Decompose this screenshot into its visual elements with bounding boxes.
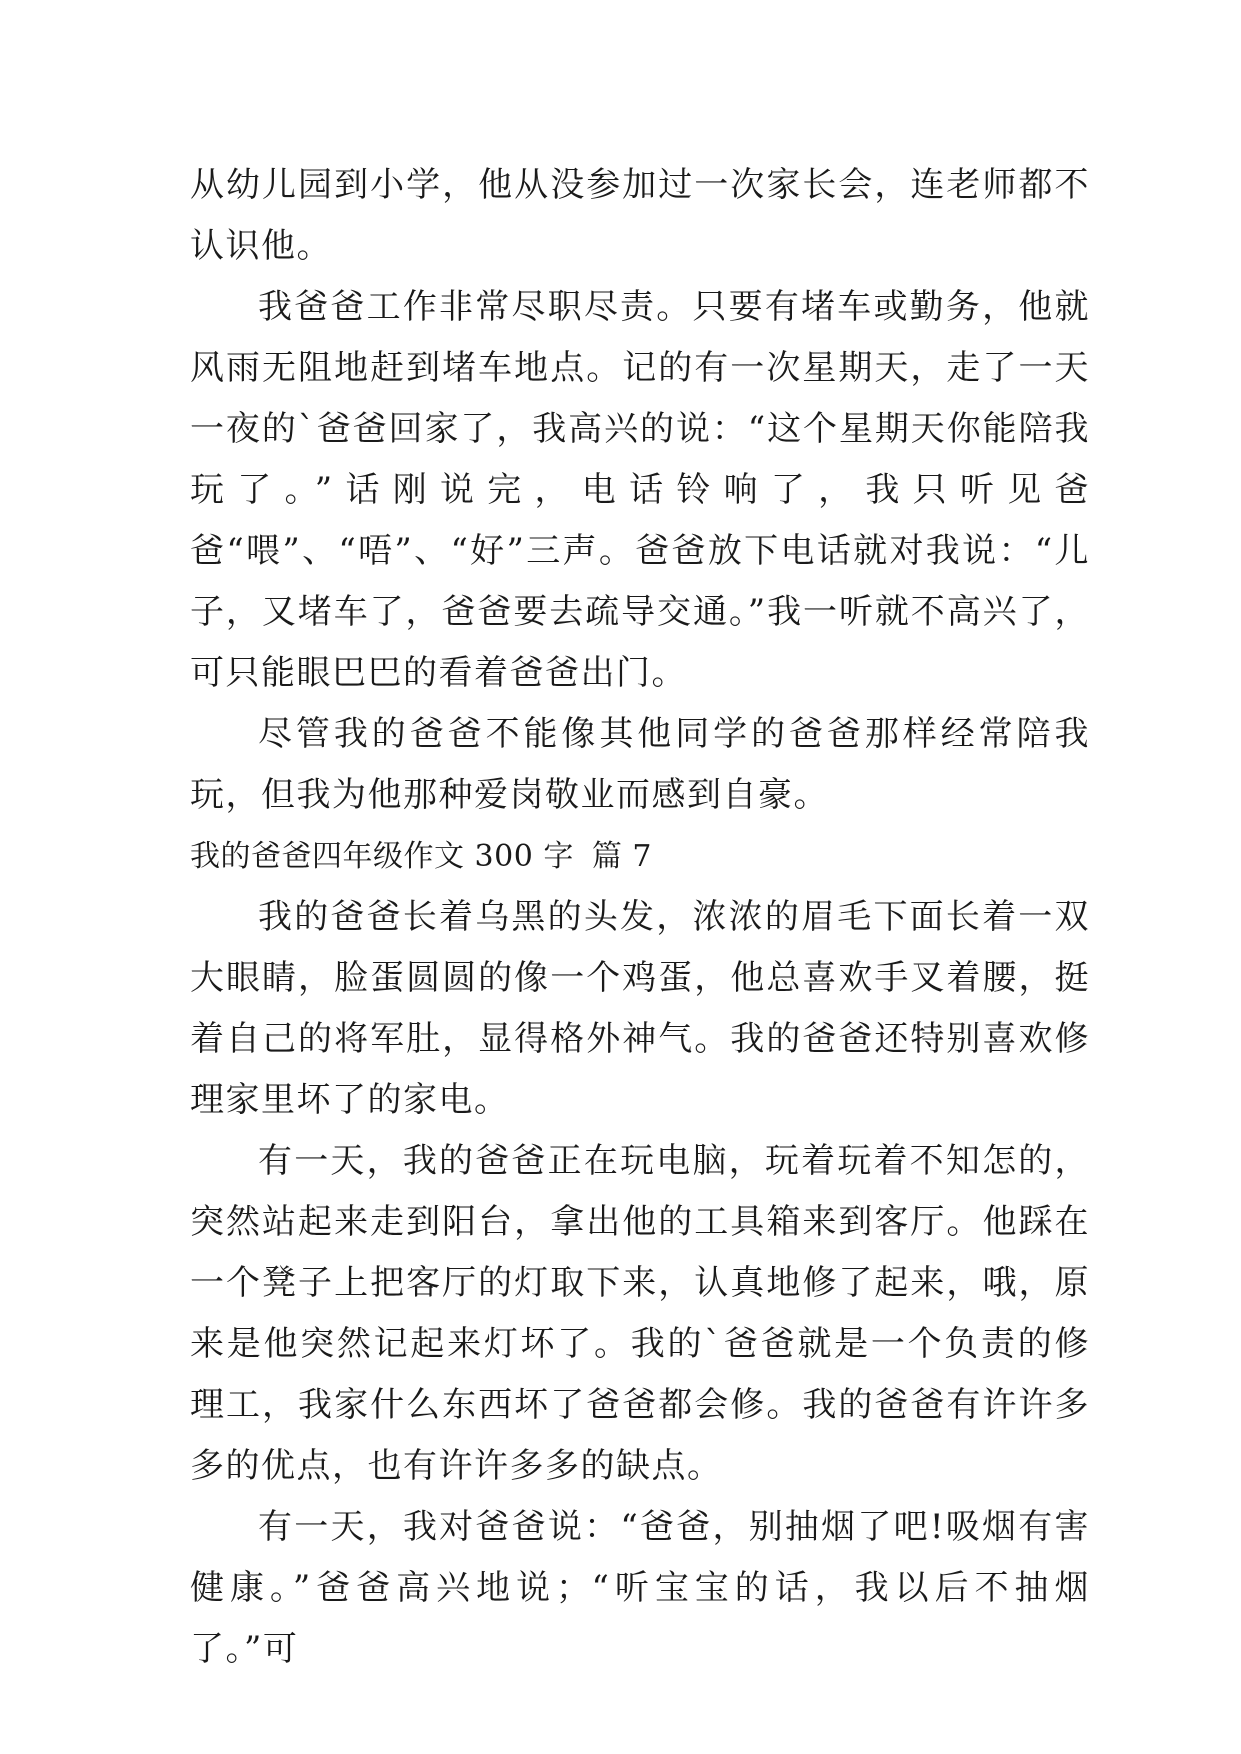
paragraph-3: 尽管我的爸爸不能像其他同学的爸爸那样经常陪我玩，但我为他那种爱岗敬业而感到自豪。	[190, 714, 1090, 815]
paragraph-4: 我的爸爸长着乌黑的头发，浓浓的眉毛下面长着一双大眼睛，脸蛋圆圆的像一个鸡蛋，他总喜欢手叉着腰，挺着自己的将军肚，显得格外神气。我的爸爸还特别喜欢修理家里坏了的家电。	[190, 897, 1090, 1120]
section-heading	[190, 826, 1090, 887]
paragraph-1: 从幼儿园到小学，他从没参加过一次家长会，连老师都不认识他。	[190, 165, 1090, 266]
document-body	[190, 155, 1090, 1680]
paragraph-5: 有一天，我的爸爸正在玩电脑，玩着玩着不知怎的，突然站起来走到阳台，拿出他的工具箱来到客厅。他踩在一个凳子上把客厅的灯取下来，认真地修了起来，哦，原来是他突然记起来灯坏了。我的`爸爸就是一个负责的修理工，我家什么东西坏了爸爸都会修。我的爸爸有许许多多的优点，也有许许多多的缺点。	[190, 1141, 1090, 1486]
paragraph-2: 我爸爸工作非常尽职尽责。只要有堵车或勤务，他就风雨无阻地赶到堵车地点。记的有一次星期天，走了一天一夜的`爸爸回家了，我高兴的说：“这个星期天你能陪我玩了。”话刚说完，电话铃响了，我只听见爸爸“喂”、“唔”、“好”三声。爸爸放下电话就对我说：“儿子，又堵车了，爸爸要去疏导交通。”我一听就不高兴了，可只能眼巴巴的看着爸爸出门。	[190, 287, 1090, 693]
paragraph-6: 有一天，我对爸爸说：“爸爸，别抽烟了吧!吸烟有害健康。”爸爸高兴地说；“听宝宝的话，我以后不抽烟了。”可	[190, 1507, 1090, 1669]
section-heading-title: 我的爸爸四年级作文 300 字	[190, 839, 574, 874]
section-heading-number: 篇 7	[591, 839, 652, 874]
